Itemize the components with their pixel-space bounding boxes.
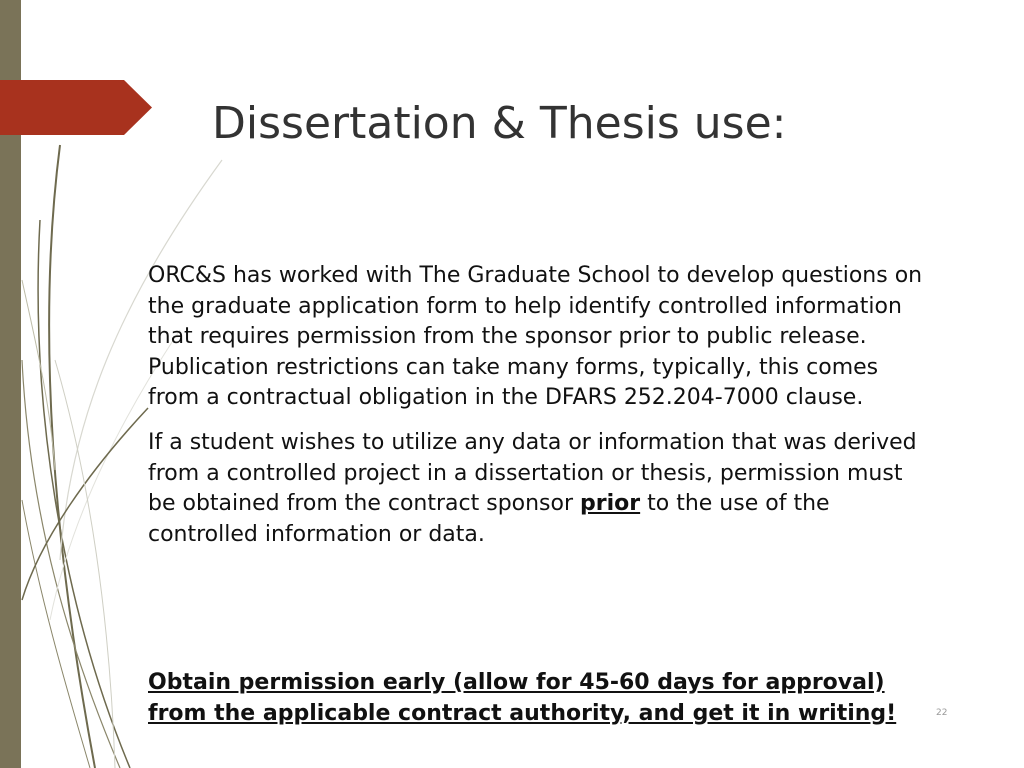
paragraph-2-start: If a student wishes to utilize any data or information that was derived from a controlled project in a dissertation or thesis, permission must be obtained from the contract sponsor	[148, 429, 917, 517]
title-accent-tab	[0, 80, 152, 135]
paragraph-2	[148, 428, 923, 550]
closing-line-1: Obtain permission early (allow for 45-60 days for approval)	[148, 670, 885, 695]
emphasis-prior: prior	[580, 491, 641, 517]
closing-statement	[148, 667, 938, 729]
paragraph-1: ORC&S has worked with The Graduate School to develop questions on the graduate application form to help identify controlled information that requires permission from the sponsor prior to public release. Publication restrictions can take many forms, typically, this comes from a contractual obligation in the DFARS 252.204-7000 clause.	[148, 263, 923, 411]
closing-line-2: from the applicable contract authority, and get it in writing!	[148, 701, 897, 726]
slide-title: Dissertation & Thesis use:	[212, 98, 787, 149]
page-number: 22	[936, 708, 948, 718]
paragraph-2-end: to the use of the controlled information or data.	[148, 491, 830, 547]
body-text	[148, 261, 923, 564]
